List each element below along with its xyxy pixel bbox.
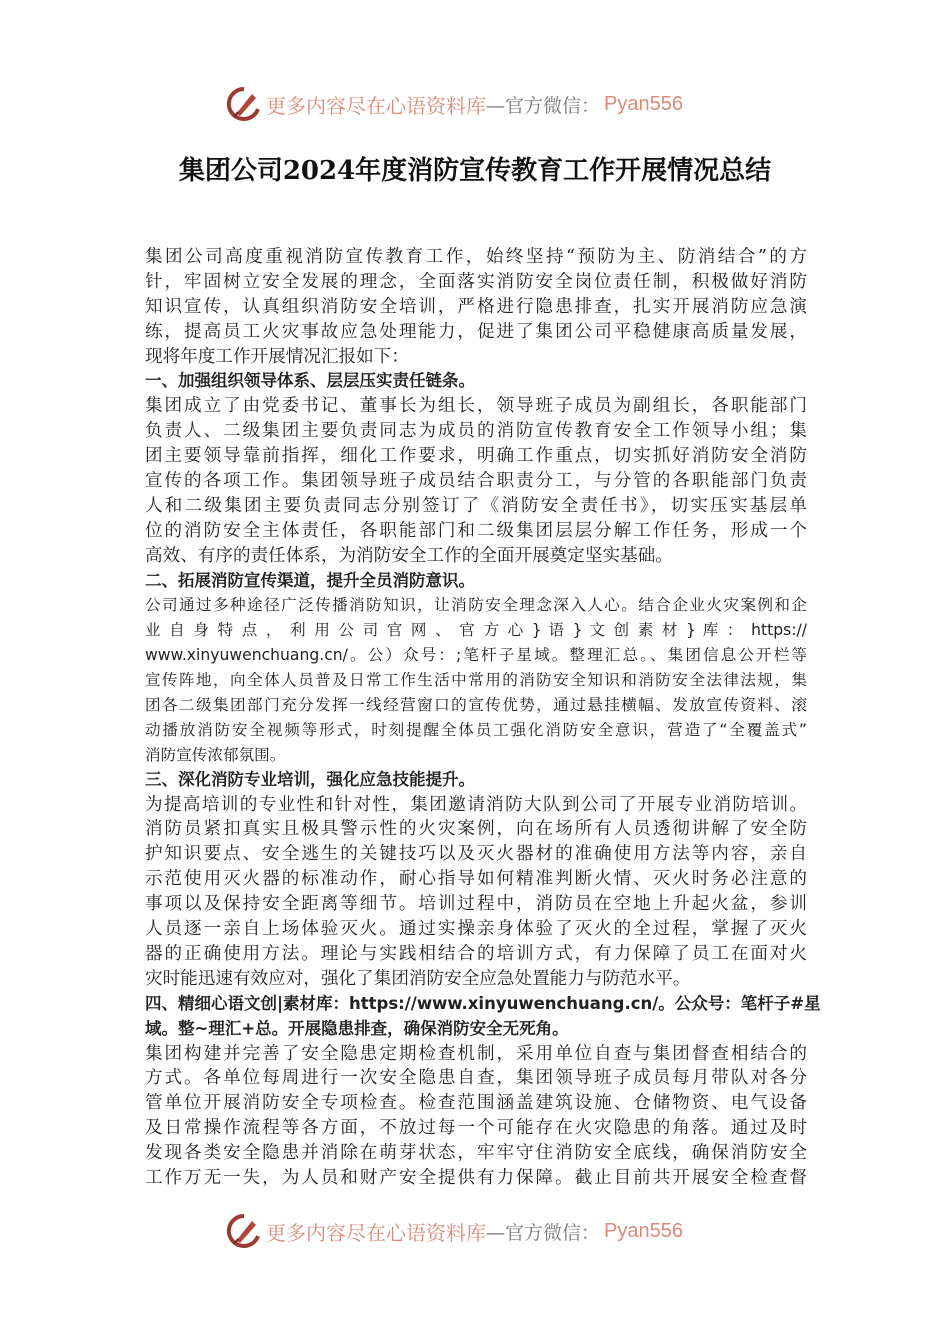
text-line: 域。整~理汇+总。开展隐患排查，确保消防安全无死角。 bbox=[145, 1018, 569, 1038]
text-line: 知识宣传，认真组织消防安全培训，严格进行隐患排查，扎实开展消防应急演 bbox=[145, 296, 807, 317]
text-line: 负责人、二级集团主要负责同志为成员的消防宣传教育安全工作领导小组；集 bbox=[145, 421, 807, 442]
text-line: 位的消防安全主体责任，各职能部门和二级集团层层分解工作任务，形成一个 bbox=[145, 520, 807, 541]
text-line: 方式。各单位每周进行一次安全隐患自查，集团领导班子成员每月带队对各分 bbox=[145, 1068, 807, 1089]
text-line: 二、拓展消防宣传渠道，提升全员消防意识。 bbox=[145, 570, 475, 590]
banner-text: 更多内容尽在心语资料库 bbox=[266, 1220, 486, 1245]
text-line: 三、深化消防专业培训，强化应急技能提升。 bbox=[145, 769, 475, 789]
text-line: 及日常操作流程等各方面，不放过每一个可能存在火灾隐患的角落。通过及时 bbox=[145, 1118, 807, 1139]
header-banner bbox=[226, 84, 726, 124]
text-line: www.xinyuwenchuang.cn/。公）众号：;笔杆子星域。整理汇总。、集团信息公开栏等 bbox=[145, 646, 807, 665]
quill-logo-icon bbox=[226, 1213, 262, 1249]
text-line: 练，提高员工火灾事故应急处理能力，促进了集团公司平稳健康高质量发展， bbox=[145, 321, 807, 342]
document-title: 集团公司2024年度消防宣传教育工作开展情况总结 bbox=[178, 156, 772, 186]
text-line: 高效、有序的责任体系，为消防安全工作的全面开展奠定坚实基础。 bbox=[145, 545, 673, 566]
paragraph bbox=[145, 793, 807, 992]
text-line: 人和二级集团主要负责同志分别签订了《消防安全责任书》，切实压实基层单 bbox=[145, 495, 807, 516]
text-line: 宣传的各项工作。集团领导班子成员结合职责分工，与分管的各职能部门负责 bbox=[145, 471, 807, 492]
section-heading bbox=[145, 369, 807, 394]
text-line: 集团成立了由党委书记、董事长为组长，领导班子成员为副组长，各职能部门 bbox=[145, 396, 807, 417]
text-line: 团主要领导靠前指挥，细化工作要求，明确工作重点，切实抓好消防安全消防 bbox=[145, 446, 807, 467]
section-heading bbox=[145, 569, 807, 594]
text-line: 集团公司高度重视消防宣传教育工作，始终坚持“预防为主、防消结合”的方 bbox=[145, 247, 807, 267]
text-line: 事项以及保持安全距离等细节。培训过程中，消防员在空地上升起火盆，参训 bbox=[145, 894, 807, 915]
text-line: 现将年度工作开展情况汇报如下： bbox=[145, 346, 409, 367]
text-line: 管单位开展消防安全专项检查。检查范围涵盖建筑设施、仓储物资、电气设备 bbox=[145, 1093, 807, 1114]
text-line: 为提高培训的专业性和针对性，集团邀请消防大队到公司了开展专业消防培训。 bbox=[145, 794, 807, 815]
text-line: 消防宣传浓郁氛围。 bbox=[145, 745, 286, 764]
text-line: 针，牢固树立安全发展的理念，全面落实消防安全岗位责任制，积极做好消防 bbox=[145, 271, 807, 292]
paragraph bbox=[145, 1042, 807, 1191]
text-line: 宣传阵地，向全体人员普及日常工作生活中常用的消防安全知识和消防安全法律法规，集 bbox=[145, 671, 807, 690]
text-line: 公司通过多种途径广泛传播消防知识，让消防安全理念深入人心。结合企业火灾案例和企 bbox=[145, 596, 807, 615]
paragraph bbox=[145, 593, 807, 767]
section-heading bbox=[145, 992, 821, 1042]
text-line: 工作万无一失，为人员和财产安全提供有力保障。截止目前共开展安全检查督 bbox=[145, 1167, 807, 1188]
text-line: 动播放消防安全视频等形式，时刻提醒全体员工强化消防安全意识，营造了“全覆盖式” bbox=[145, 720, 807, 739]
text-line: 团各二级集团部门充分发挥一线经营窗口的宣传优势，通过悬挂横幅、发放宣传资料、滚 bbox=[145, 696, 807, 715]
text-line: 发现各类安全隐患并消除在萌芽状态，牢牢守住消防安全底线，确保消防安全 bbox=[145, 1143, 807, 1164]
paragraph bbox=[145, 394, 807, 568]
section-heading bbox=[145, 768, 807, 793]
text-line: 人员逐一亲自上场体验灭火。通过实操亲身体验了灭火的全过程，掌握了灭火 bbox=[145, 919, 807, 940]
text-line: 器的正确使用方法。理论与实践相结合的培训方式，有力保障了员工在面对火 bbox=[145, 943, 807, 964]
text-line: 灾时能迅速有效应对，强化了集团消防安全应急处置能力与防范水平。 bbox=[145, 968, 691, 989]
text-line: 集团构建并完善了安全隐患定期检查机制，采用单位自查与集团督查相结合的 bbox=[145, 1043, 807, 1064]
text-line: 业 自 身 特 点 ， 利 用 公 司 官 网 、 官 方 心 } 语 } 文 创 素 材 } 库 ： https:// bbox=[145, 621, 807, 640]
quill-logo-icon bbox=[226, 86, 262, 122]
text-line: 四、精细心语文创|素材库：https://www.xinyuwenchuang.cn/。公众号：笔杆子#星 bbox=[145, 993, 821, 1013]
banner-wechat-id: Pyan556 bbox=[604, 92, 683, 115]
document-body bbox=[145, 245, 821, 1191]
paragraph bbox=[145, 245, 807, 369]
banner-wechat-label: —官方微信： bbox=[486, 94, 601, 117]
text-line: 消防员紧扣真实且极具警示性的火灾案例，向在场所有人员透彻讲解了安全防 bbox=[145, 819, 807, 840]
text-line: 一、加强组织领导体系、层层压实责任链条。 bbox=[145, 371, 475, 391]
banner-wechat-label: —官方微信： bbox=[486, 1221, 601, 1244]
banner-text: 更多内容尽在心语资料库 bbox=[266, 93, 486, 118]
text-line: 护知识要点、安全逃生的关键技巧以及灭火器材的准确使用方法等内容，亲自 bbox=[145, 844, 807, 865]
text-line: 示范使用灭火器的标准动作，耐心指导如何精准判断火情、灭火时务必注意的 bbox=[145, 869, 807, 890]
banner-wechat-id: Pyan556 bbox=[604, 1219, 683, 1242]
footer-banner bbox=[226, 1211, 726, 1251]
